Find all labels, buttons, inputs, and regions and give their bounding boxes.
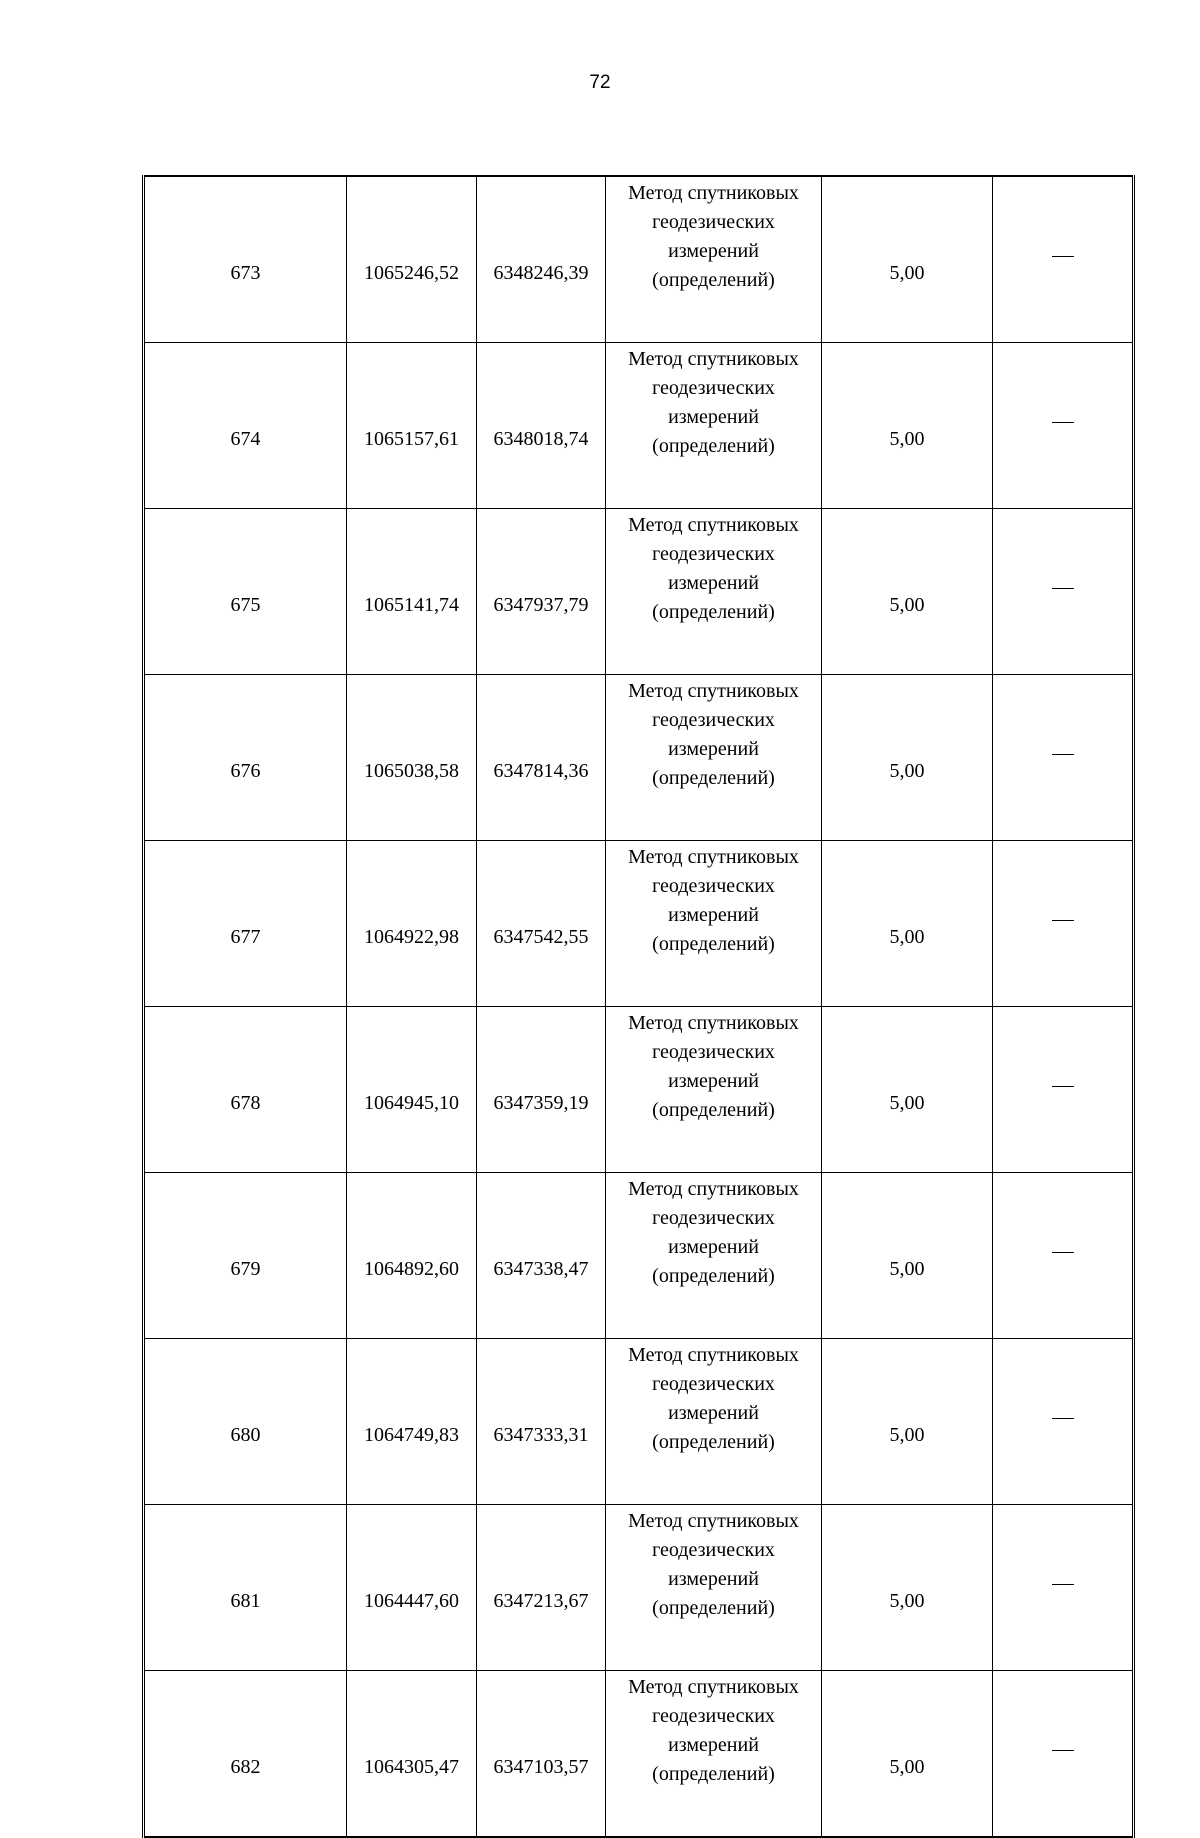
method-line: измерений [668,738,759,760]
point-number-cell: 680 [144,1339,347,1505]
method-cell [606,1007,822,1173]
method-cell [606,343,822,509]
table-row [144,1173,1134,1339]
x-coordinate-cell: 1065038,58 [347,675,477,841]
method-line: геодезических [652,1539,775,1561]
page-number: 72 [589,72,611,93]
method-line: (определений) [652,1265,775,1287]
y-coordinate-cell: 6347359,19 [477,1007,606,1173]
method-cell [606,1173,822,1339]
x-coordinate-cell: 1064922,98 [347,841,477,1007]
accuracy-cell: 5,00 [822,1671,993,1838]
dash-mark [1052,754,1074,784]
accuracy-cell: 5,00 [822,1505,993,1671]
accuracy-cell: 5,00 [822,1339,993,1505]
table-row [144,1505,1134,1671]
x-coordinate-cell: 1064892,60 [347,1173,477,1339]
method-line: геодезических [652,1041,775,1063]
y-coordinate-cell: 6347103,57 [477,1671,606,1838]
dash-mark [1052,256,1074,286]
point-number-cell: 676 [144,675,347,841]
method-line: измерений [668,1734,759,1756]
table-body [144,176,1134,1837]
point-number-cell: 678 [144,1007,347,1173]
method-line: (определений) [652,269,775,291]
method-line: геодезических [652,1207,775,1229]
dash-mark [1052,1750,1074,1780]
note-cell [993,1505,1134,1671]
point-number-cell: 682 [144,1671,347,1838]
method-line: измерений [668,1568,759,1590]
method-line: геодезических [652,875,775,897]
method-cell [606,176,822,343]
note-cell [993,1007,1134,1173]
accuracy-cell: 5,00 [822,343,993,509]
note-cell [993,176,1134,343]
method-line: Метод спутниковых [628,348,799,370]
note-cell [993,1671,1134,1838]
table-row [144,343,1134,509]
method-line: измерений [668,406,759,428]
point-number-cell: 675 [144,509,347,675]
dash-mark [1052,588,1074,618]
accuracy-cell: 5,00 [822,841,993,1007]
method-line: (определений) [652,601,775,623]
method-line: Метод спутниковых [628,846,799,868]
method-line: Метод спутниковых [628,1510,799,1532]
point-number-cell: 674 [144,343,347,509]
method-line: Метод спутниковых [628,1012,799,1034]
dash-mark [1052,920,1074,950]
method-line: геодезических [652,543,775,565]
point-number-cell: 677 [144,841,347,1007]
note-cell [993,343,1134,509]
method-line: Метод спутниковых [628,1178,799,1200]
table-row [144,1671,1134,1838]
note-cell [993,675,1134,841]
y-coordinate-cell: 6347937,79 [477,509,606,675]
method-line: (определений) [652,767,775,789]
table-row [144,509,1134,675]
method-line: геодезических [652,1705,775,1727]
accuracy-cell: 5,00 [822,176,993,343]
point-number-cell: 679 [144,1173,347,1339]
method-line: измерений [668,1236,759,1258]
method-line: Метод спутниковых [628,514,799,536]
method-line: измерений [668,904,759,926]
dash-mark [1052,1252,1074,1282]
method-line: геодезических [652,709,775,731]
x-coordinate-cell: 1065246,52 [347,176,477,343]
y-coordinate-cell: 6348246,39 [477,176,606,343]
method-line: Метод спутниковых [628,1676,799,1698]
x-coordinate-cell: 1064447,60 [347,1505,477,1671]
method-cell [606,1339,822,1505]
y-coordinate-cell: 6347213,67 [477,1505,606,1671]
note-cell [993,509,1134,675]
method-cell [606,509,822,675]
method-cell [606,1671,822,1838]
accuracy-cell: 5,00 [822,1007,993,1173]
table-row [144,176,1134,343]
point-number-cell: 681 [144,1505,347,1671]
method-line: (определений) [652,1763,775,1785]
method-line: геодезических [652,377,775,399]
method-line: измерений [668,240,759,262]
method-line: (определений) [652,933,775,955]
method-line: (определений) [652,1099,775,1121]
note-cell [993,1173,1134,1339]
x-coordinate-cell: 1065141,74 [347,509,477,675]
method-cell [606,841,822,1007]
method-line: Метод спутниковых [628,1344,799,1366]
method-line: (определений) [652,435,775,457]
y-coordinate-cell: 6347814,36 [477,675,606,841]
y-coordinate-cell: 6348018,74 [477,343,606,509]
dash-mark [1052,1418,1074,1448]
method-line: геодезических [652,1373,775,1395]
method-line: измерений [668,1070,759,1092]
method-cell [606,675,822,841]
method-line: измерений [668,572,759,594]
accuracy-cell: 5,00 [822,675,993,841]
accuracy-cell: 5,00 [822,509,993,675]
method-line: измерений [668,1402,759,1424]
y-coordinate-cell: 6347542,55 [477,841,606,1007]
table-row [144,675,1134,841]
x-coordinate-cell: 1065157,61 [347,343,477,509]
method-line: геодезических [652,211,775,233]
accuracy-cell: 5,00 [822,1173,993,1339]
method-line: Метод спутниковых [628,680,799,702]
table-row [144,841,1134,1007]
x-coordinate-cell: 1064305,47 [347,1671,477,1838]
method-line: (определений) [652,1431,775,1453]
y-coordinate-cell: 6347333,31 [477,1339,606,1505]
note-cell [993,1339,1134,1505]
dash-mark [1052,422,1074,452]
table-row [144,1007,1134,1173]
table-row [144,1339,1134,1505]
x-coordinate-cell: 1064749,83 [347,1339,477,1505]
coordinates-table [142,175,1135,1838]
method-line: Метод спутниковых [628,182,799,204]
method-cell [606,1505,822,1671]
dash-mark [1052,1086,1074,1116]
dash-mark [1052,1584,1074,1614]
x-coordinate-cell: 1064945,10 [347,1007,477,1173]
note-cell [993,841,1134,1007]
y-coordinate-cell: 6347338,47 [477,1173,606,1339]
method-line: (определений) [652,1597,775,1619]
point-number-cell: 673 [144,176,347,343]
